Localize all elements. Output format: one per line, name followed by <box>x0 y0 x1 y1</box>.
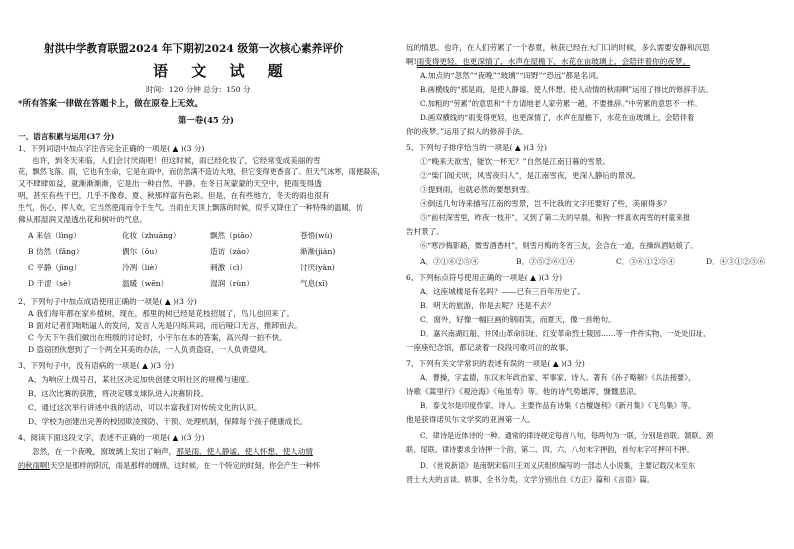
q3-option: A、为响应上级号召，某社区决定加快创建文明社区的规模与速度。 <box>28 375 254 384</box>
q7-option: A．曹操，字孟德，东汉末年政治家、军事家、诗人。著有《孙子略解》《兵法接要》， <box>420 373 696 382</box>
q1-option: 偶尔（ǒu） <box>122 247 162 256</box>
q7-stem: 7、下列有关文学常识的表述有误的一项是( ▲ )(3 分) <box>406 359 585 368</box>
q1-passage-line: 花，飘然飞落。雨，它也有生命，它是在雨中，而仿然满不造访大地，但它变得更香喜了。但天气冰寒，雨便凝冻， <box>18 167 385 176</box>
answer-notice: *所有答案一律做在答题卡上，做在原卷上无效。 <box>18 99 203 109</box>
q1-option: C 平静（jìng） <box>28 263 82 272</box>
q1-option: 湿润（rùn） <box>210 279 254 288</box>
subject-title: 语 文 试 题 <box>153 62 292 80</box>
q1-option: 飘然（piāo） <box>210 231 257 240</box>
q2-option: A 我们每年都在家乡植树，现在，那里的树已经是花枝招展了，鸟儿也回来了。 <box>28 309 295 318</box>
q1-option: 气息(xī) <box>300 279 328 288</box>
q4-passage-line <box>32 446 313 457</box>
q3-option: D、学校为创建出完善的校园欺凌预防、干预、处理机制，保障每个孩子健康成长。 <box>28 417 308 426</box>
q5-option: A．③①⑥②⑤④ <box>420 257 479 266</box>
q3-option: B、这次比赛的获胜，将决定哪支球队进入决赛阶段。 <box>28 389 209 398</box>
q1-stem: 1、下列词语中加点字注音完全正确的一项是( ▲ )(3 分) <box>18 144 205 153</box>
exam-title: 射洪中学教育联盟2024 年下期初2024 级第一次核心素养评价 <box>44 43 344 55</box>
q1-option: 化妆（zhuāng） <box>122 231 181 240</box>
q2-option: D 盗窃团伙想到了一个两全其美的办法，一人负责盗窃，一人负责望风。 <box>28 345 272 354</box>
q4-passage-line: 远的情思。也许，在人们劳累了一个春夏，秋获已经在大门口的时候，多么需要安静和沉思 <box>406 43 710 52</box>
q5-stem: 5、下列句子排序恰当的一项是( ▲ )(3 分) <box>406 143 547 152</box>
q4-passage-text: 啊! <box>406 57 417 66</box>
q1-passage-line: 佛从那湿润又湿透出花和树叶的气息。 <box>18 215 148 224</box>
q7-option: C．律诗是近体诗的一种。通常的律诗规定每首八句，每两句为一联，分别是首联、颔联、颈 <box>420 431 714 440</box>
q3-stem: 3、下列句子中，没有语病的一项是( ▲ )(3 分) <box>18 361 175 370</box>
q2-stem: 2、下列句子中加点成语使用正确的一项是( ▲ )(3 分) <box>18 297 197 306</box>
q7-option: 诗歌《蒿里行》《观沧海》《龟虽寿》等。他的诗气势雄浑，慷慨悲凉。 <box>406 387 642 396</box>
q5-item: ②“柴门闻犬吠，风雪夜归人”，是江南雪夜，更深人静后的景况。 <box>420 171 641 180</box>
q5-item: ⑥“寒沙梅影路，微雪酒香村”，则雪月梅的冬宵三友，会合在一道，在操纵酒姑娘了。 <box>420 241 698 250</box>
q5-item: ⑤“前村深雪里，昨夜一枝开”，又到了第二天的早晨，和狗一样喜欢再雪的村童来报 <box>420 213 691 222</box>
section-title: 第一卷(45 分) <box>178 115 234 125</box>
q4-underlined-text: 的秋雨啊! <box>18 461 51 470</box>
q1-passage-line: 生气，伤心，挥人欢，它当然使雨而令于生气。当雨在天顶上飘落的时候，似乎又降住了一种特殊的温暖，仿 <box>18 203 364 212</box>
q1-option: D 干涩（sè） <box>28 279 76 288</box>
q1-passage-line: 也许，到冬天来临，人们会讨厌雨吧！但这时候，雨已经化妆了，它经常变成美丽的雪 <box>32 156 321 165</box>
q1-option: 苍悟(wù) <box>300 231 333 240</box>
q4-option: C.加粗的“劳累”的意思和“千方请地老人家劳累一趟，不要推辞。”中劳累的意思不一样。 <box>420 99 702 108</box>
q2-option: B 面对记者们咄咄逼人的发问，发言人先是闪烁其词，而后哑口无言，推卸而去。 <box>28 321 302 330</box>
q1-option: 刺激（cì） <box>210 263 248 272</box>
q7-option: 晋士大夫的言谈、轶事，全书分类，文学分别出自《方正》篇和《言语》篇。 <box>406 475 655 484</box>
q4-passage-text: 天空是那样的阴沉，雨是那样的缠绵，这时候，在一个特定的时刻，你会产生一种怀 <box>50 461 321 470</box>
q6-stem: 6、下列标点符号使用正确的一项是( ▲ )(3 分) <box>406 273 563 282</box>
q7-option: B．泰戈尔是印度作家、诗人。主要作品有诗集《吉檀迦利》《新月集》《飞鸟集》等。 <box>420 401 696 410</box>
q5-item: 告村景了。 <box>406 227 444 236</box>
q4-passage-line <box>406 56 690 67</box>
q4-passage-line <box>18 460 320 471</box>
q4-passage-text: 忽然，在一个夜晚，窗玻璃上发出了响声， <box>32 447 177 456</box>
q1-option: 温暖（wēn） <box>122 279 169 288</box>
q5-item: ③提到雨，也就必然的要想到雪。 <box>420 185 534 194</box>
q6-option: D．嘉兴南湖红船、井冈山革命旧址、红安革命烈士陵园……等一件件实物、一处处旧址、 <box>420 329 711 338</box>
q4-option: 你的夜梦。”运用了拟人的修辞手法。 <box>406 127 528 136</box>
q5-option: D．④③①②⑤⑥ <box>706 257 766 266</box>
q1-passage-line: 明，甚至有些干巴，几乎不像春、夏、秋那样富有色彩。但是，在有些地方，冬天的雨也很有 <box>18 191 330 200</box>
q1-option: 造访（zào） <box>210 247 254 256</box>
q5-item: ④倒送几句诗来描写江南的雪景，岂不比我的文字还要好了些，美丽得多？ <box>420 199 671 208</box>
q5-option: B．③⑤②⑥①④ <box>516 257 575 266</box>
q4-double-underlined-text: 雨变得更轻，也更深情了，水声在屋檐下，水花在亩玻璃上，会陪伴着你的夜梦。 <box>416 57 691 66</box>
part-title: 一、语言积累与运用(37 分) <box>18 132 115 141</box>
q4-underlined-text: 那是雨，使人静谧、使人怀想、使人动情 <box>176 447 313 456</box>
q1-option: B 仿然（fǎng） <box>28 247 84 256</box>
q1-option: 渐渐(jiàn) <box>300 247 336 256</box>
q4-stem: 4、阅读下面这段文字，表述不正确的一项是( ▲ )(3 分) <box>18 433 205 442</box>
q4-option: A.加点的“忽然”“夜晚”“玻璃”“田野”“恐远”都是名词。 <box>420 71 604 80</box>
q3-option: C、通过这次举行讲述中我的活动，可以丰富我们对传统文化的认识。 <box>28 403 262 412</box>
q5-option: C．③⑥①②⑤④ <box>616 257 675 266</box>
q6-option: 一座座纪念馆，都记录着一段段可歌可泣的故事。 <box>406 343 574 352</box>
q7-option: 联、尾联。律诗要求全诗押一个韵，第二、四、六、八句末字押韵，首句末字可押可不押。 <box>406 445 694 454</box>
q7-option: D．《世说新语》是南朝宋临川王刘义庆组织编写的一部志人小说集，主要记载汉末至东 <box>420 461 696 470</box>
q1-option: A 来信（lìng） <box>28 231 81 240</box>
q1-passage-line: 又不肆肆如益，就渐渐渐渐，它是出一种自然、平静。在冬日灰蒙蒙的天空中，使雨变得透 <box>18 179 322 188</box>
q1-option: 讨厌(yàn) <box>300 263 335 272</box>
q2-option: C 今天下午我们做出在班级的讨论时，小宇尔在本的答案，高兴得一拍不快。 <box>28 333 287 342</box>
q6-option: C．窗外，好像一幅巨画的钢雨笑，而夏天，像一首绝句。 <box>420 315 616 324</box>
q4-option: B.画横线的“那是雨，是使人静谧、使人怀想、使人动情的秋雨啊”运用了排比的修辞手法。 <box>420 85 713 94</box>
q1-option: 冷冽（liè） <box>122 263 162 272</box>
q7-option: 他是获得诺贝尔文学奖的亚洲第一人。 <box>406 415 536 424</box>
time-score: 时间：120 分钟 总分：150 分 <box>146 85 251 94</box>
q4-option: D.画双横线的“雨变得更轻，也更深情了，水声在屋檐下，水花在亩玻璃上，会陪伴着 <box>420 113 695 122</box>
q6-option: A．这座城楼是有名吗？——已有三百年历史了。 <box>420 287 585 296</box>
q6-option: B．明天的旅游，你是去呢？还是不去？ <box>420 301 555 310</box>
q5-item: ①“晚来天欲雪，能饮一杯无？”自然是江南日暮的雪景。 <box>420 157 611 166</box>
